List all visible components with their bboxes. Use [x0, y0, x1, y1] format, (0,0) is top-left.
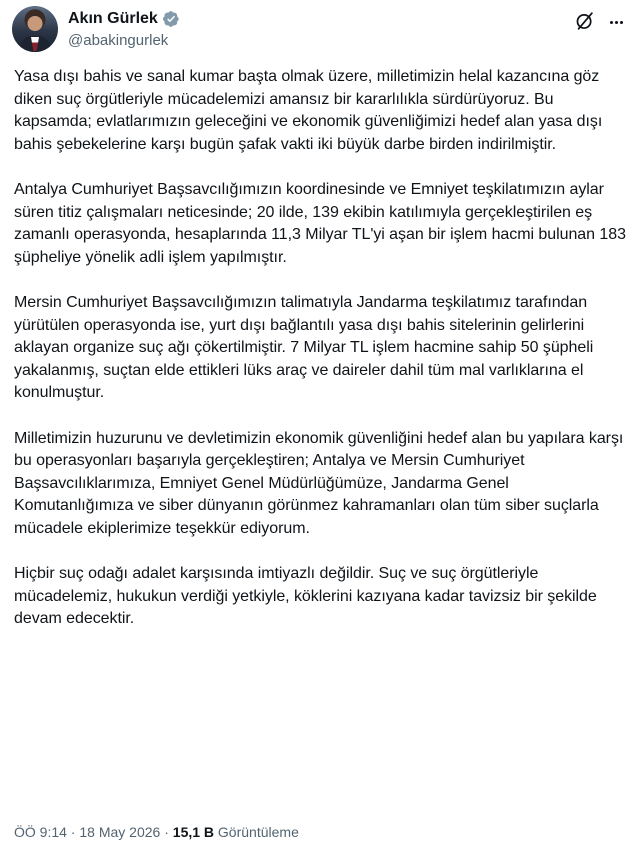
handle[interactable]: @abakingurlek	[68, 32, 169, 49]
tweet-paragraph: Milletimizin huzurunu ve devletimizin ekonomik güvenliğini hedef alan bu yapılara karşı bu operasyonları başarıyla gerçekleştiren; Antalya ve Mersin Cumhuriyet Başsavcılıklarımıza, Emniyet Genel Müdürlüğümüze, Jandarma Genel Komutanlığımıza ve siber dünyanın görünmez kahramanları olan tüm siber suçlarla mücadele ekiplerimize teşekkür ediyorum.	[14, 429, 624, 537]
tweet-paragraph: Hiçbir suç odağı adalet karşısında imtiyazlı değildir. Suç ve suç örgütleriyle mücadelemiz, hukukun verdiği yetkiyle, köklerini kazıyana kadar tavizsiz bir şekilde devam edecektir.	[14, 565, 597, 628]
more-icon[interactable]	[606, 12, 626, 32]
views-label: Görüntüleme	[214, 824, 299, 840]
tweet-text	[14, 66, 632, 631]
avatar[interactable]	[12, 6, 58, 52]
grok-icon[interactable]	[574, 10, 596, 32]
tweet-paragraph: Antalya Cumhuriyet Başsavcılığımızın koordinesinde ve Emniyet teşkilatımızın aylar süren titiz çalışmaları neticesinde; 20 ilde, 139 ekibin katılımıyla gerçekleştirilen eş zamanlı operasyonda, hesaplarında 11,3 Milyar TL'yi aşan bir işlem hacmi bulunan 183 şüpheliye yönelik adli işlem yapılmıştır.	[14, 180, 626, 266]
dot-icon	[620, 21, 623, 24]
views-count: 15,1 B	[172, 824, 215, 840]
meta-separator: ·	[160, 824, 173, 840]
tweet-paragraph: Mersin Cumhuriyet Başsavcılığımızın talimatıyla Jandarma teşkilatımız tarafından yürütülen operasyonda ise, yurt dışı bağlantılı yasa dışı bahis sitelerinin gelirlerini aklayan organize suç ağı çökertilmiştir. 7 Milyar TL işlem hacmine sahip 50 şüpheli yakalanmış, suçtan elde ettikleri lüks araç ve daireler dahil tüm mal varlıklarına el konulmuştur.	[14, 293, 594, 402]
meta-separator: ·	[66, 824, 80, 840]
tweet-paragraph: Yasa dışı bahis ve sanal kumar başta olmak üzere, milletimizin helal kazancına göz diken suç örgütleriyle mücadelemizi amansız bir kararlılıkla sürdürüyoruz. Bu kapsamda; evlatlarımızın geleceğini ve ekonomik güvenliğimizi hedef alan yasa dışı bahis şebekelerine karşı bugün şafak vakti iki büyük darbe birden indirilmiştir.	[14, 68, 603, 153]
dot-icon	[610, 21, 613, 24]
tweet-meta	[14, 822, 299, 842]
display-name[interactable]: Akın Gürlek	[68, 10, 158, 27]
tweet-time[interactable]: ÖÖ 9:14	[14, 824, 67, 840]
author-names	[68, 8, 180, 51]
verified-badge-icon	[162, 10, 180, 28]
tweet-date[interactable]: 18 May 2026	[79, 824, 161, 840]
tweet-header	[12, 6, 626, 54]
dot-icon	[615, 21, 618, 24]
display-name-row	[68, 8, 180, 30]
